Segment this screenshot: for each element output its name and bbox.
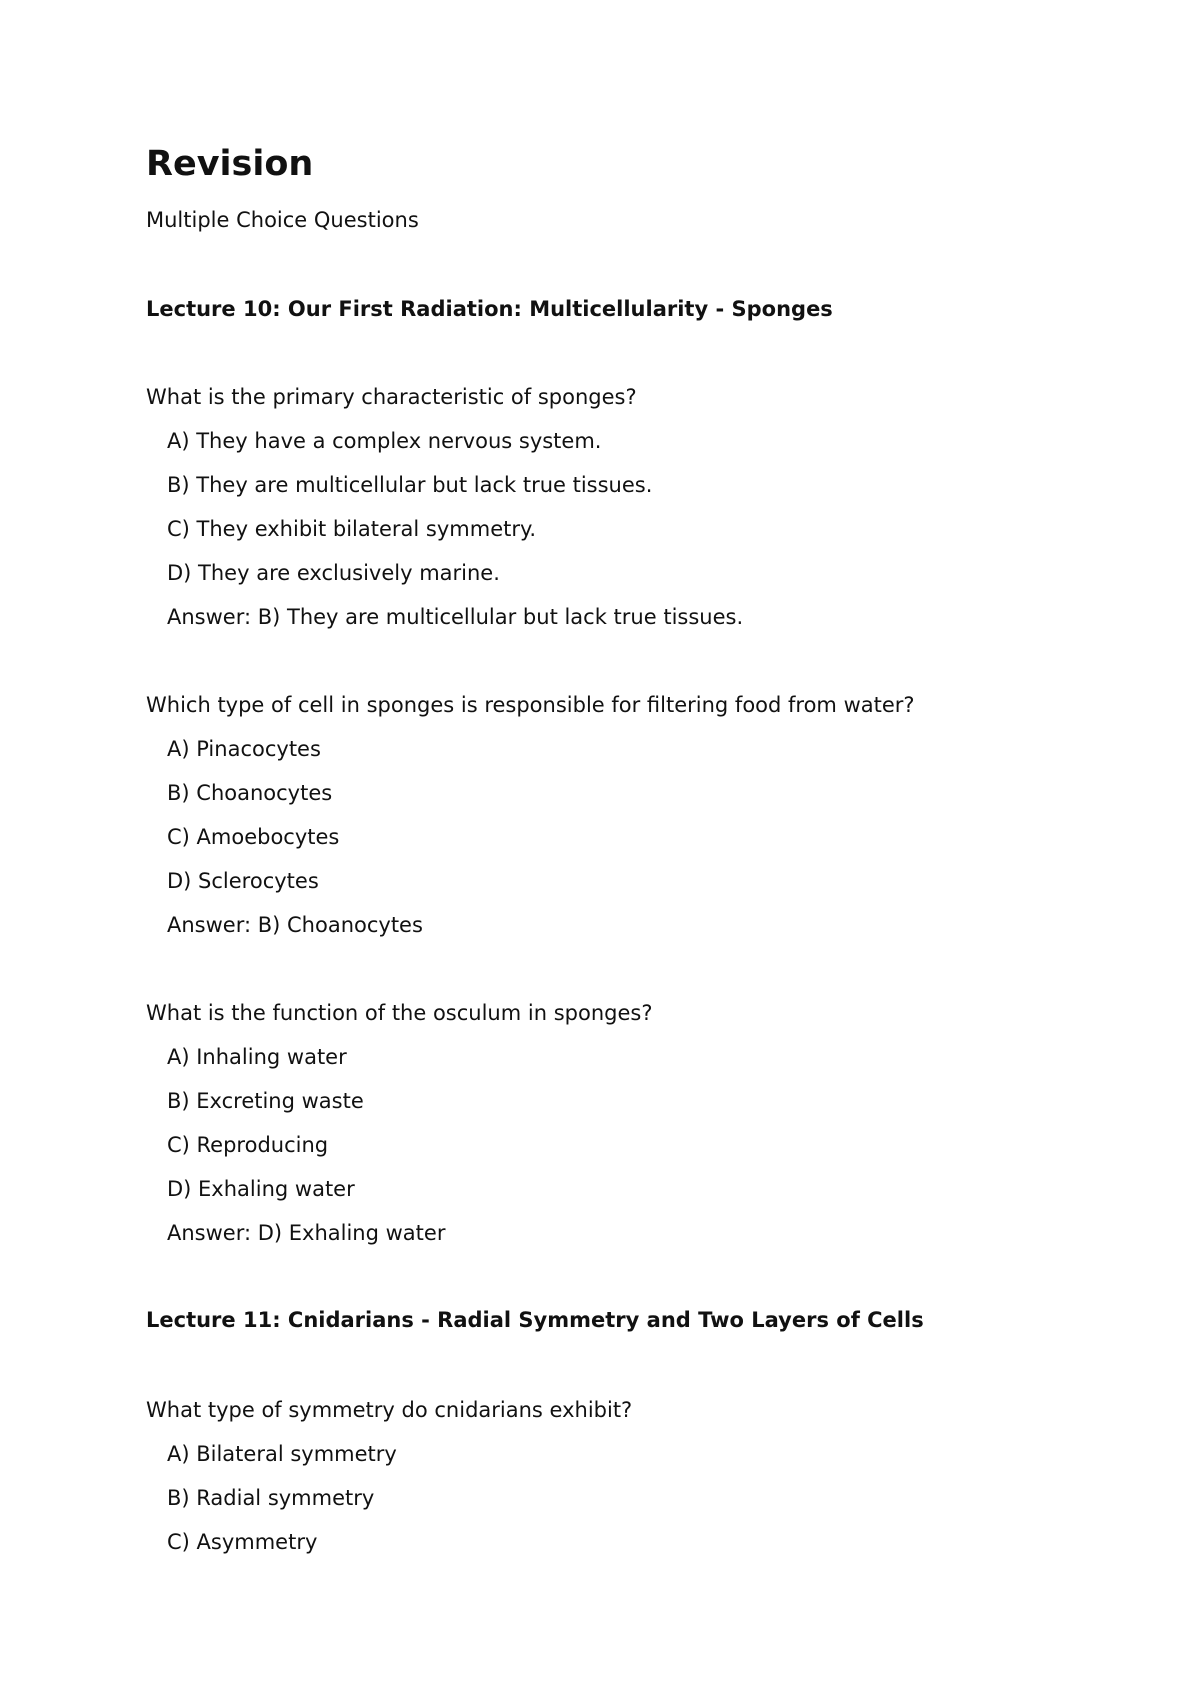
option-b: B) They are multicellular but lack true tissues. [167,473,653,497]
option-a: A) Pinacocytes [167,737,321,761]
answer-text: Answer: B) Choanocytes [167,913,423,937]
option-c: C) Asymmetry [167,1530,318,1554]
option-a: A) They have a complex nervous system. [167,429,602,453]
question-text: What type of symmetry do cnidarians exhibit? [146,1398,633,1422]
option-b: B) Choanocytes [167,781,333,805]
option-d: D) Sclerocytes [167,869,319,893]
page-subtitle: Multiple Choice Questions [146,208,419,232]
option-d: D) Exhaling water [167,1177,355,1201]
option-b: B) Excreting waste [167,1089,364,1113]
page-title: Revision [146,144,314,184]
question-text: What is the function of the osculum in sponges? [146,1001,653,1025]
question-text: Which type of cell in sponges is responsible for filtering food from water? [146,693,915,717]
answer-text: Answer: D) Exhaling water [167,1221,446,1245]
option-c: C) They exhibit bilateral symmetry. [167,517,537,541]
question-text: What is the primary characteristic of sponges? [146,385,637,409]
option-a: A) Bilateral symmetry [167,1442,397,1466]
option-d: D) They are exclusively marine. [167,561,500,585]
answer-text: Answer: B) They are multicellular but lack true tissues. [167,605,744,629]
option-c: C) Amoebocytes [167,825,340,849]
section-heading: Lecture 10: Our First Radiation: Multicellularity - Sponges [146,297,833,321]
option-a: A) Inhaling water [167,1045,347,1069]
option-b: B) Radial symmetry [167,1486,375,1510]
section-heading: Lecture 11: Cnidarians - Radial Symmetry and Two Layers of Cells [146,1308,924,1332]
option-c: C) Reproducing [167,1133,329,1157]
